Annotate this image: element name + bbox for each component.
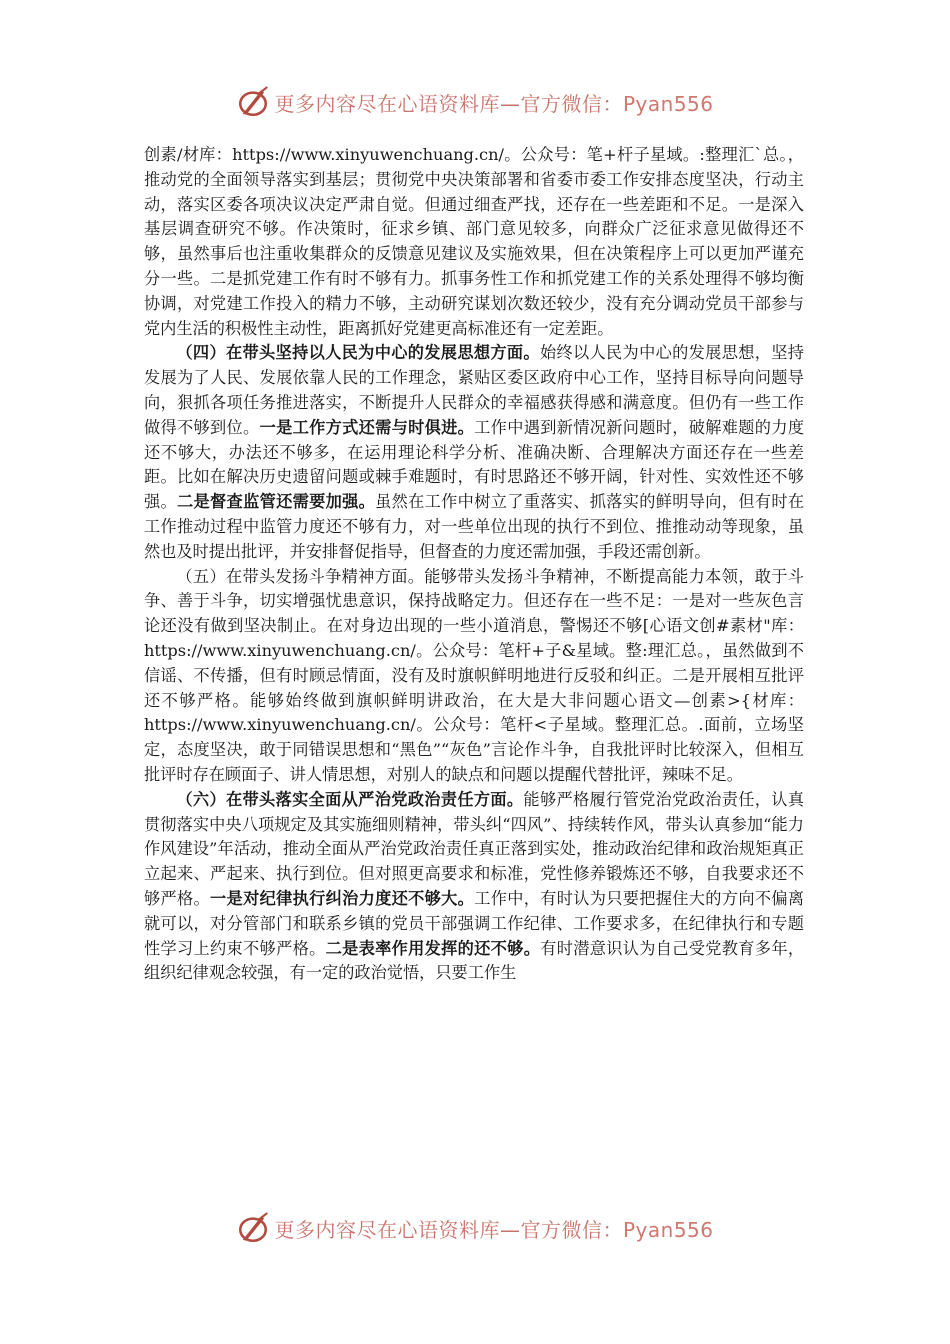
bold-heading-run: （六）在带头落实全面从严治党政治责任方面。 bbox=[176, 789, 524, 809]
bold-heading-run: 二是表率作用发挥的还不够。 bbox=[325, 938, 541, 958]
wechat-id: Pyan556 bbox=[622, 91, 714, 116]
document-body bbox=[144, 143, 804, 986]
wechat-id: Pyan556 bbox=[622, 1217, 714, 1242]
text-run: 工作中遇到新情况新问题时，破解难题的力度还不够大，办法还不够多，在运用理论科学分析、准确决断、合理解决方面还存在一些差距。比如在解决历史遗留问题或棘手难题时，有时思路还不够开阔，针对性、实效性还不够强。 bbox=[144, 417, 805, 512]
footer-banner bbox=[0, 1208, 950, 1248]
text-run: 始终以人民为中心的发展思想，坚持发展为了人民、发展依靠人民的工作理念，紧贴区委区政府中心工作，坚持目标导向问题导向，狠抓各项任务推进落实，不断提升人民群众的幸福感获得感和满意度。但仍有一些工作做得不够到位。 bbox=[144, 343, 804, 437]
quill-pen-logo-icon bbox=[236, 85, 270, 119]
bold-heading-run: 一是工作方式还需与时俱进。 bbox=[259, 417, 475, 437]
text-run: 有时潜意识认为自己受党教育多年，组织纪律观念较强，有一定的政治觉悟，只要工作生 bbox=[144, 938, 805, 983]
banner-text: 更多内容尽在心语资料库—官方微信：Pyan556 bbox=[274, 1217, 714, 1242]
text-run: 能够严格履行管党治党政治责任，认真贯彻落实中央八项规定及其实施细则精神，带头纠“四风”、持续转作风，带头认真参加“能力作风建设”年活动，推动全面从严治党政治责任真正落到实处，推动政治纪律和政治规矩真正立起来、严起来、执行到位。但对照更高要求和标准，党性修养锻炼还不够，自我要求还不够严格。 bbox=[144, 789, 805, 908]
paragraph bbox=[144, 565, 804, 788]
text-run: 工作中，有时认为只要把握住大的方向不偏离就可以，对分管部门和联系乡镇的党员干部强调工作纪律、工作要求多，在纪律执行和专题性学习上约束不够严格。 bbox=[144, 888, 805, 958]
header-banner bbox=[0, 82, 950, 122]
bold-heading-run: （四）在带头坚持以人民为中心的发展思想方面。 bbox=[176, 343, 540, 363]
text-run: 创素/材库：https://www.xinyuwenchuang.cn/。公众号：笔+杆子星域。:整理汇`总。，推动党的全面领导落实到基层；贯彻党中央决策部署和省委市委工作安排态度坚决，行动主动，落实区委各项决议决定严肃自觉。但通过细查严找，还存在一些差距和不足。一是深入基层调查研究不够。作决策时，征求乡镇、部门意见较多，向群众广泛征求意见做得还不够，虽然事后也注重收集群众的反馈意见建议及实施效果，但在决策程序上可以更加严谨充分一些。二是抓党建工作有时不够有力。抓事务性工作和抓党建工作的关系处理得不够均衡协调，对党建工作投入的精力不够，主动研究谋划次数还较少，没有充分调动党员干部参与党内生活的积极性主动性，距离抓好党建更高标准还有一定差距。 bbox=[144, 145, 804, 338]
bold-heading-run: 二是督查监管还需要加强。 bbox=[177, 492, 376, 512]
paragraph bbox=[144, 788, 804, 986]
quill-pen-logo-icon bbox=[236, 1211, 270, 1245]
text-run: （五）在带头发扬斗争精神方面。能够带头发扬斗争精神，不断提高能力本领，敢于斗争、善于斗争，切实增强忧患意识，保持战略定力。但还存在一些不足：一是对一些灰色言论还没有做到坚决制止。在对身边出现的一些小道消息，警惕还不够[心语文创#素材"库：https://www.xinyuwenchuang.cn/。公众号：笔杆+子&星域。整:理汇总。，虽然做到不信谣、不传播，但有时顾忌情面，没有及时旗帜鲜明地进行反驳和纠正。二是开展相互批评还不够严格。能够始终做到旗帜鲜明讲政治，在大是大非问题心语文—创素>{材库：https://www.xinyuwenchuang.cn/。公众号：笔杆<子星域。整理汇总。.面前，立场坚定，态度坚决，敢于同错误思想和“黑色”“灰色”言论作斗争，自我批评时比较深入，但相互批评时存在顾面子、讲人情思想，对别人的缺点和问题以提醒代替批评，辣味不足。 bbox=[144, 566, 804, 784]
paragraph bbox=[144, 341, 804, 564]
bold-heading-run: 一是对纪律执行纠治力度还不够大。 bbox=[210, 888, 475, 908]
paragraph bbox=[144, 143, 804, 341]
text-run: 虽然在工作中树立了重落实、抓落实的鲜明导向，但有时在工作推动过程中监管力度还不够有力，对一些单位出现的执行不到位、推推动动等现象，虽然也及时提出批评，并安排督促指导，但督查的力度还需加强，手段还需创新。 bbox=[144, 492, 805, 561]
banner-text: 更多内容尽在心语资料库—官方微信：Pyan556 bbox=[274, 91, 714, 116]
